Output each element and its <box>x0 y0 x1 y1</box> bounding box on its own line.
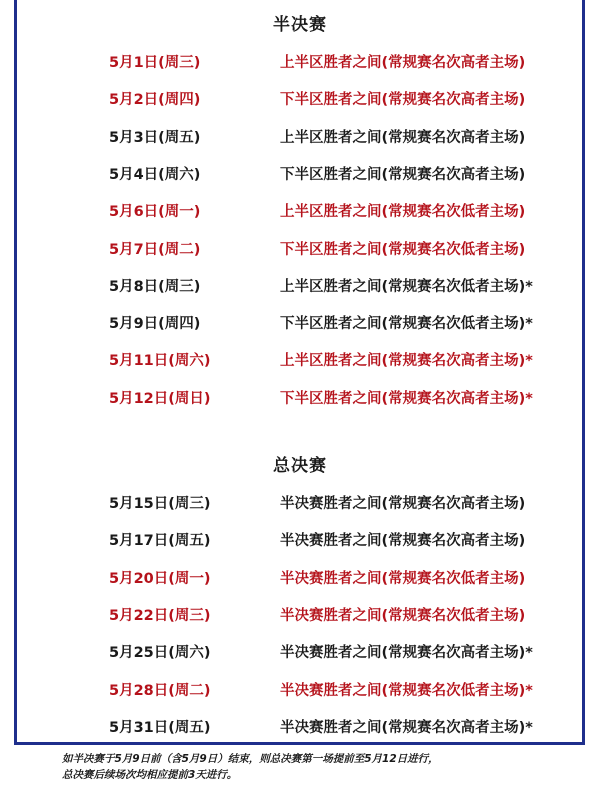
game-date: 5月8日(周三) <box>109 278 201 295</box>
schedule-row <box>0 388 600 410</box>
matchup-description: 上半区胜者之间(常规赛名次高者主场) <box>280 129 526 146</box>
game-date: 5月3日(周五) <box>109 129 201 146</box>
game-date: 5月9日(周四) <box>109 316 201 333</box>
schedule-row <box>0 239 600 261</box>
schedule-row <box>0 89 600 111</box>
footnote-line-2: 总决赛后续场次均相应提前3天进行。 <box>62 769 238 781</box>
game-date: 5月15日(周三) <box>109 496 211 512</box>
game-date: 5月22日(周三) <box>109 607 211 624</box>
game-date: 5月1日(周三) <box>109 55 201 71</box>
schedule-row <box>0 568 600 590</box>
matchup-description: 半决赛胜者之间(常规赛名次低者主场)* <box>280 682 533 699</box>
matchup-description: 上半区胜者之间(常规赛名次高者主场) <box>280 55 526 71</box>
matchup-description: 半决赛胜者之间(常规赛名次高者主场)* <box>280 719 533 736</box>
matchup-description: 半决赛胜者之间(常规赛名次低者主场) <box>280 607 526 624</box>
matchup-description: 上半区胜者之间(常规赛名次低者主场)* <box>280 278 533 295</box>
schedule-row <box>0 642 600 664</box>
schedule-row <box>0 313 600 335</box>
matchup-description: 下半区胜者之间(常规赛名次高者主场)* <box>280 390 533 407</box>
matchup-description: 上半区胜者之间(常规赛名次高者主场)* <box>280 353 533 370</box>
schedule-frame <box>14 0 585 745</box>
matchup-description: 上半区胜者之间(常规赛名次低者主场) <box>280 204 526 221</box>
game-date: 5月28日(周二) <box>109 682 211 699</box>
schedule-row <box>0 530 600 552</box>
matchup-description: 下半区胜者之间(常规赛名次低者主场)* <box>280 316 533 333</box>
schedule-row <box>0 276 600 298</box>
game-date: 5月12日(周日) <box>109 390 211 407</box>
game-date: 5月17日(周五) <box>109 533 211 550</box>
schedule-row <box>0 717 600 739</box>
schedule-row <box>0 680 600 702</box>
schedule-row <box>0 52 600 74</box>
game-date: 5月4日(周六) <box>109 166 201 183</box>
game-date: 5月7日(周二) <box>109 241 201 258</box>
schedule-row <box>0 605 600 627</box>
schedule-row <box>0 164 600 186</box>
matchup-description: 下半区胜者之间(常规赛名次高者主场) <box>280 92 526 109</box>
schedule-row <box>0 127 600 149</box>
matchup-description: 半决赛胜者之间(常规赛名次高者主场)* <box>280 645 533 662</box>
matchup-description: 半决赛胜者之间(常规赛名次高者主场) <box>280 533 526 550</box>
schedule-row <box>0 493 600 515</box>
schedule-row <box>0 350 600 372</box>
matchup-description: 下半区胜者之间(常规赛名次低者主场) <box>280 241 526 258</box>
game-date: 5月6日(周一) <box>109 204 201 221</box>
matchup-description: 半决赛胜者之间(常规赛名次低者主场) <box>280 570 526 587</box>
game-date: 5月11日(周六) <box>109 353 211 370</box>
game-date: 5月31日(周五) <box>109 719 211 736</box>
final-title: 总决赛 <box>273 456 327 476</box>
footnote-line-1: 如半决赛于5月9日前（含5月9日）结束，则总决赛第一场提前至5月12日进行， <box>62 753 439 765</box>
matchup-description: 下半区胜者之间(常规赛名次高者主场) <box>280 166 526 183</box>
matchup-description: 半决赛胜者之间(常规赛名次高者主场) <box>280 496 526 512</box>
game-date: 5月2日(周四) <box>109 92 201 109</box>
semifinal-title: 半决赛 <box>273 15 327 35</box>
schedule-row <box>0 201 600 223</box>
game-date: 5月20日(周一) <box>109 570 211 587</box>
game-date: 5月25日(周六) <box>109 645 211 662</box>
